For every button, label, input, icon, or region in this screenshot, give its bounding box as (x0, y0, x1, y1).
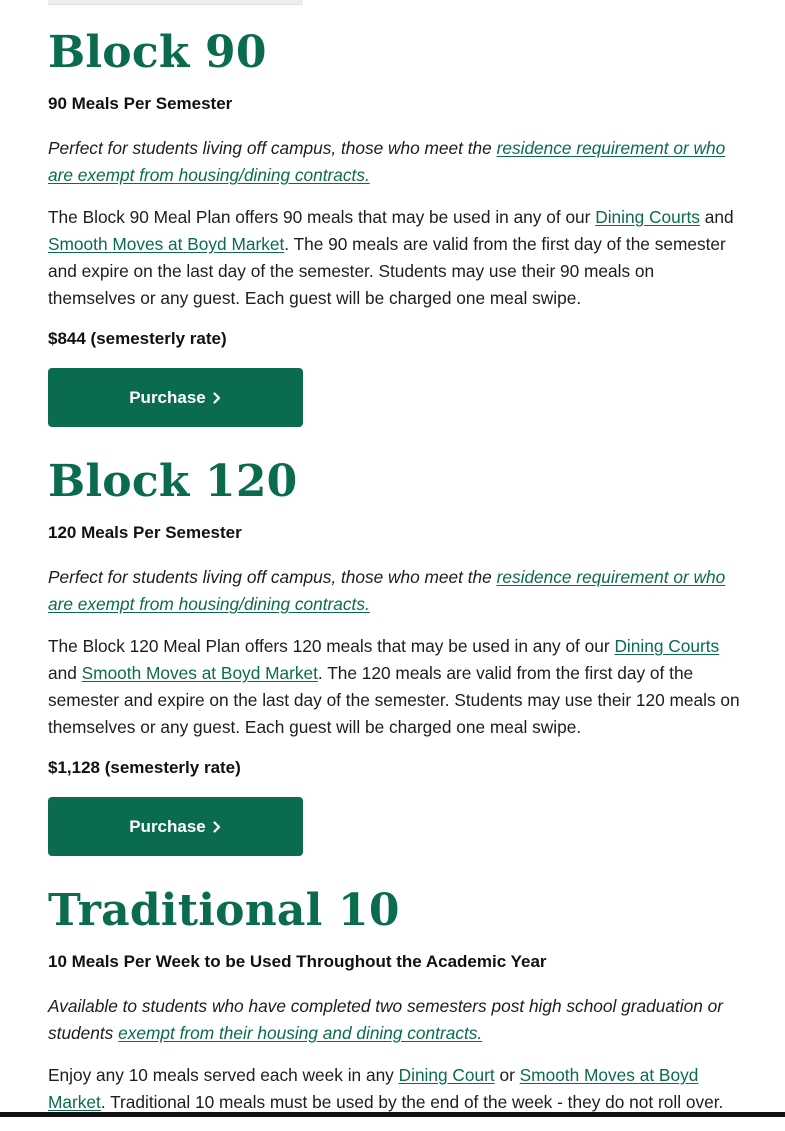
eligibility-text: Available to students who have completed two semesters post high school graduation or students (48, 996, 724, 1043)
description-text: or (494, 1065, 520, 1085)
meal-plans-content (48, 26, 743, 1131)
purchase-button[interactable] (48, 797, 303, 856)
purchase-button[interactable] (48, 368, 303, 427)
description-text: The Block 120 Meal Plan offers 120 meals that may be used in any of our (48, 636, 615, 656)
plan-title: Traditional 10 (48, 885, 400, 936)
plan-subtitle: 120 Meals Per Semester (48, 523, 242, 542)
description-text: The Block 90 Meal Plan offers 90 meals that may be used in any of our (48, 207, 596, 227)
smooth-moves-link[interactable]: Smooth Moves at Boyd Market (81, 663, 318, 683)
plan-title: Block 90 (48, 27, 267, 78)
dining-court-link[interactable]: Dining Court (398, 1065, 495, 1085)
plan-block-120 (48, 455, 743, 856)
top-divider (48, 0, 303, 5)
plan-title: Block 120 (48, 456, 298, 507)
chevron-right-icon (212, 392, 222, 404)
purchase-button-label: Purchase (129, 816, 206, 836)
plan-eligibility (48, 135, 743, 189)
plan-eligibility (48, 993, 743, 1047)
plan-block-90 (48, 26, 743, 427)
eligibility-text: Perfect for students living off campus, those who meet the (48, 138, 497, 158)
description-text: . The 90 meals are valid from the first day of the semester and expire on the last day of the semester. Students may use their 90 meals on themselves or any guest. Each guest will be charged one meal swipe. (48, 234, 726, 308)
description-text: . The 120 meals are valid from the first day of the semester and expire on the last day of the semester. Students may use their 120 meals on themselves or any guest. Each guest will be charged one meal swipe. (48, 663, 740, 737)
plan-traditional-10 (48, 884, 743, 1116)
description-text: . Traditional 10 meals must be used by the end of the week - they do not roll over. (100, 1092, 724, 1112)
residence-requirement-link[interactable]: residence requirement or who are exempt from housing/dining contracts. (48, 567, 726, 614)
smooth-moves-link[interactable]: Smooth Moves at Boyd Market (48, 1065, 699, 1112)
purchase-button-label: Purchase (129, 387, 206, 407)
plan-price: $1,128 (semesterly rate) (48, 758, 241, 777)
plan-description (48, 204, 743, 312)
plan-subtitle: 10 Meals Per Week to be Used Throughout the Academic Year (48, 952, 547, 971)
dining-courts-link[interactable]: Dining Courts (614, 636, 720, 656)
plan-description (48, 1062, 743, 1116)
residence-requirement-link[interactable]: residence requirement or who are exempt from housing/dining contracts. (48, 138, 726, 185)
dining-courts-link[interactable]: Dining Courts (595, 207, 700, 227)
plan-price: $844 (semesterly rate) (48, 329, 227, 348)
plan-eligibility (48, 564, 743, 618)
description-text: and (48, 663, 82, 683)
chevron-right-icon (212, 821, 222, 833)
description-text: Enjoy any 10 meals served each week in any (48, 1065, 399, 1085)
description-text: and (699, 207, 734, 227)
smooth-moves-link[interactable]: Smooth Moves at Boyd Market (48, 234, 285, 254)
eligibility-text: Perfect for students living off campus, those who meet the (48, 567, 497, 587)
plan-description (48, 633, 743, 741)
plan-subtitle: 90 Meals Per Semester (48, 94, 233, 113)
exempt-contracts-link[interactable]: exempt from their housing and dining contracts. (118, 1023, 483, 1043)
bottom-edge-bar (0, 1112, 785, 1117)
